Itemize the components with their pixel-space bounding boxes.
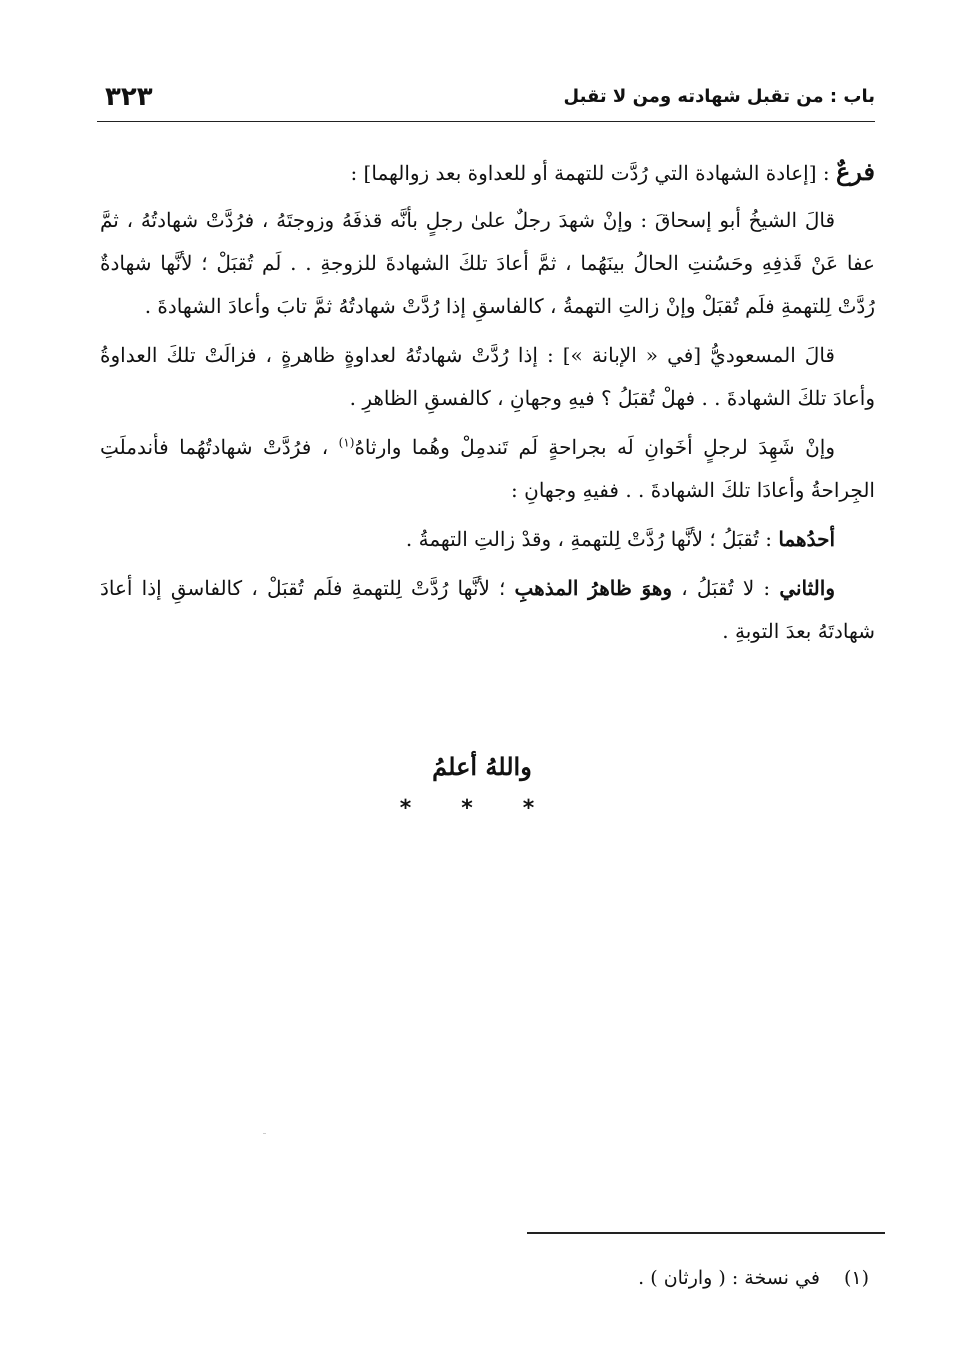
running-header	[97, 84, 875, 116]
scan-speck	[263, 1133, 266, 1134]
footnote-rule	[527, 1232, 885, 1234]
paragraph-abu-ishaq: قالَ الشيخُ أبو إسحاقَ : وإنْ شهدَ رجلٌ علىٰ رجلٍ بأنَّه قذفَهُ وزوجتَهُ ، فرُدَّتْ شهادتُهُ ، ثمَّ عفا عَنْ قَذفِهِ وحَسُنتِ الحالُ بينَهُما ، ثمَّ أعادَ تلكَ الشهادةَ للزوجةِ . . لَم تُقبَلْ ؛ لأنَّها شهادةٌ رُدَّتْ لِلتهمةِ فلَم تُقبَلْ وإنْ زالتِ التهمةُ ، كالفاسقِ إذا رُدَّتْ شهادتُهُ ثمَّ تابَ وأعادَ الشهادةَ .	[100, 208, 875, 318]
paragraph-second-view	[100, 567, 875, 653]
madhhab-ruling: وهوَ ظاهرُ المذهبِ	[514, 576, 673, 600]
second-view-text-a: : لا تُقبَلُ ،	[672, 576, 780, 600]
paragraph-masudi: قالَ المسعوديُّ [في « الإبانة »] : إذا رُدَّتْ شهادتُهُ لعداوةٍ ظاهرةٍ ، فزالَتْ تلكَ العداوةُ وأعادَ تلكَ الشهادةَ . . فهلْ تُقبَلُ ؟ فيهِ وجهانِ ، كالفسقِ الظاهرِ .	[100, 343, 875, 410]
paragraph-first-view	[100, 518, 875, 561]
first-view-text: : تُقبَلُ ؛ لأنَّها رُدَّتْ لِلتهمةِ ، وقدْ زالتِ التهمةُ .	[405, 527, 779, 551]
second-view-text-b: ؛ لأنَّها رُدَّتْ لِلتهمةِ فلَم تُقبَلْ ، كالفاسقِ إذا أعادَ شهادتَهُ بعدَ التوبةِ .	[100, 576, 875, 643]
paragraph-brothers-text-b: ، فرُدَّتْ شهادتُهُما فأندملَتِ الجِراحةُ وأعادَا تلكَ الشهادةَ . . ففيهِ وجهانِ :	[100, 435, 875, 502]
section-heading	[100, 150, 875, 195]
footnote-number: (١)	[843, 1267, 869, 1289]
ornament-star: *	[522, 796, 565, 821]
footnote	[638, 1267, 869, 1289]
paragraph-brothers	[100, 426, 875, 512]
page-number: ٣٢٣	[105, 82, 153, 112]
footnote-reference[interactable]: (١)	[338, 435, 355, 450]
first-view-label: أحدُهما	[778, 527, 835, 551]
paragraph-brothers-text-a: وإنْ شَهِدَ لرجلٍ أخَوانِ لَه بجراحةٍ لَم تَندمِلْ وهُما وارثاهُ	[354, 435, 836, 459]
header-rule	[97, 121, 875, 122]
section-ornament	[0, 796, 964, 821]
footnote-text: في نسخة : ( وارثان ) .	[638, 1267, 820, 1289]
section-title: : [إعادة الشهادة التي رُدَّت للتهمة أو للعداوة بعد زوالهما] :	[350, 161, 836, 185]
ornament-star: *	[399, 796, 442, 821]
main-text	[100, 150, 875, 659]
closing-formula: واللهُ أعلمُ	[432, 752, 532, 781]
section-label: فرعٌ	[835, 157, 875, 186]
ornament-star: *	[461, 796, 503, 821]
second-view-label: والثاني	[779, 576, 835, 600]
running-title: باب : من تقبل شهادته ومن لا تقبل	[563, 86, 875, 107]
